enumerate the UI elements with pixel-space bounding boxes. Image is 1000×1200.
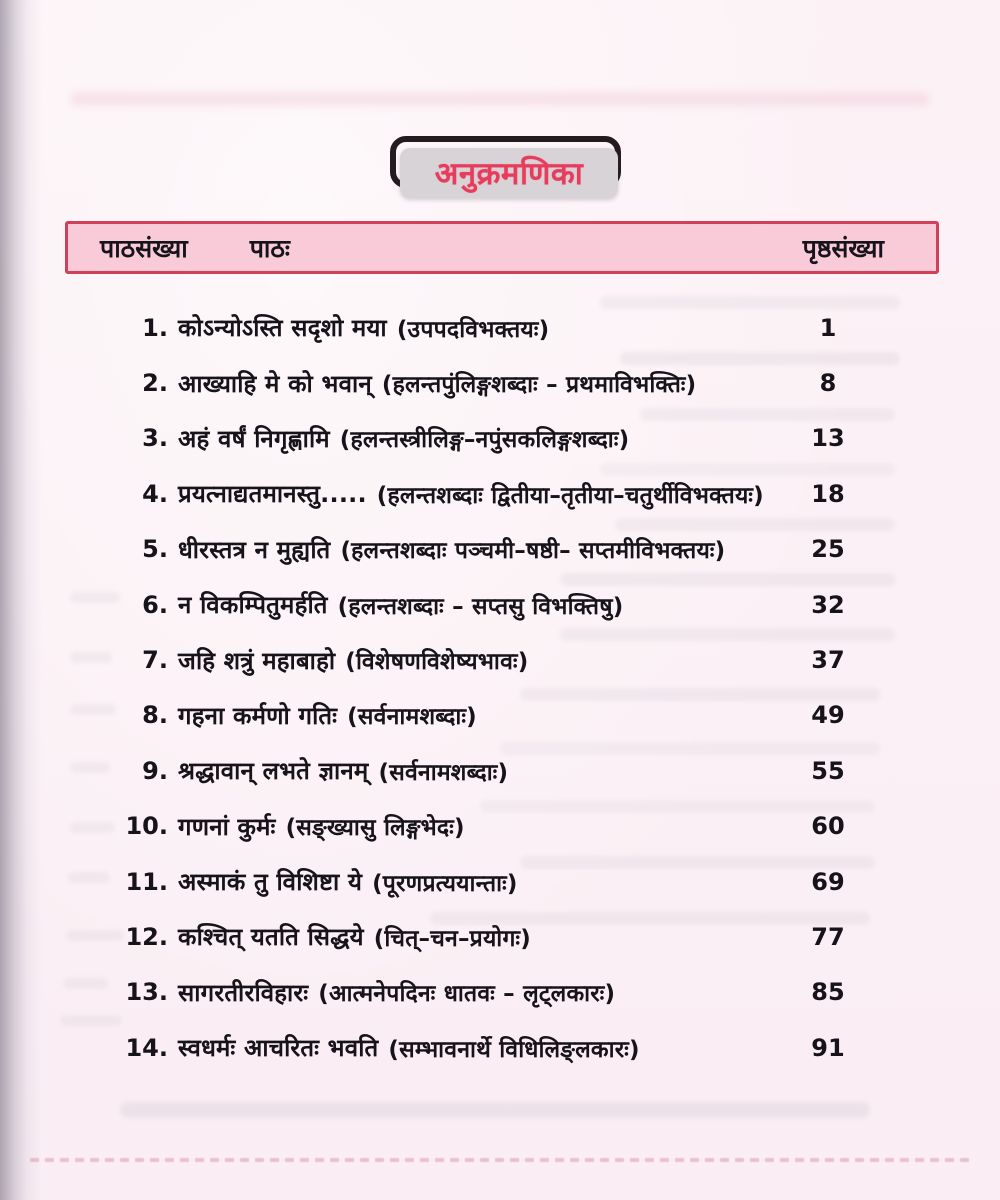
ghost-bleedthrough	[66, 930, 124, 941]
ghost-bleedthrough	[70, 652, 112, 663]
lesson-number: 5.	[142, 535, 168, 564]
lesson-page-number: 77	[811, 922, 845, 951]
lesson-number: 4.	[142, 479, 168, 508]
toc-row	[122, 522, 860, 577]
lesson-page-number: 55	[811, 756, 845, 785]
scan-smear	[70, 92, 930, 106]
lesson-number: 7.	[142, 646, 168, 675]
page-title: अनुक्रमणिका	[434, 156, 584, 192]
lesson-page-number: 25	[811, 535, 845, 564]
lesson-grammar-topic: (पूरणप्रत्ययान्ताः)	[372, 870, 518, 897]
lesson-grammar-topic: (हलन्तशब्दाः द्वितीया–तृतीया–चतुर्थीविभक्तयः)	[376, 482, 764, 509]
lesson-title: कोऽन्योऽस्ति सदृशो मया	[178, 314, 387, 343]
toc-row	[122, 1020, 860, 1075]
toc-row	[122, 300, 860, 355]
ghost-bleedthrough	[60, 1015, 122, 1026]
lesson-grammar-topic: (सर्वनामशब्दाः)	[378, 759, 509, 786]
lesson-number: 8.	[142, 701, 168, 730]
toc-row	[122, 577, 860, 632]
lesson-grammar-topic: (सम्भावनार्थे विधिलिङ्लकारः)	[388, 1036, 640, 1063]
lesson-number: 13.	[125, 978, 168, 1007]
ghost-dotted-line	[30, 1158, 970, 1162]
plaque-background	[400, 148, 618, 198]
lesson-number: 11.	[125, 867, 168, 896]
lesson-grammar-topic: (सर्वनामशब्दाः)	[347, 704, 477, 731]
ghost-bleedthrough	[70, 704, 116, 715]
toc-row	[122, 355, 860, 410]
toc-row	[122, 466, 860, 521]
lesson-grammar-topic: (विशेषणविशेष्यभावः)	[345, 649, 529, 676]
lesson-page-number: 91	[811, 1033, 845, 1062]
toc-list	[122, 300, 860, 1075]
ghost-bleedthrough	[70, 762, 110, 773]
column-header-page-number: पृष्ठसंख्या	[802, 233, 884, 263]
toc-row	[122, 965, 860, 1020]
toc-title-plaque	[400, 148, 618, 198]
lesson-page-number: 85	[811, 978, 845, 1007]
lesson-title: न विकम्पितुमर्हति	[178, 591, 328, 620]
column-header-lesson: पाठः	[249, 233, 290, 263]
lesson-page-number: 1	[819, 313, 837, 342]
lesson-grammar-topic: (हलन्तपुंलिङ्गशब्दाः – प्रथमाविभक्तिः)	[381, 372, 697, 399]
book-spine-shadow	[0, 0, 42, 1200]
lesson-title: स्वधर्मः आचरितः भवति	[178, 1034, 379, 1063]
lesson-page-number: 49	[811, 701, 845, 730]
ghost-bleedthrough	[64, 978, 108, 989]
lesson-grammar-topic: (हलन्तशब्दाः – सप्तसु विभक्तिषु)	[337, 593, 624, 620]
lesson-page-number: 69	[811, 867, 845, 896]
lesson-title: श्रद्धावान् लभते ज्ञानम्	[178, 757, 369, 786]
lesson-title: गहना कर्मणो गतिः	[178, 701, 338, 730]
toc-row	[122, 854, 860, 909]
lesson-page-number: 37	[811, 646, 845, 675]
lesson-number: 9.	[142, 756, 168, 785]
toc-row	[122, 688, 860, 743]
lesson-title: गणनां कुर्मः	[178, 812, 276, 841]
ghost-bleedthrough	[70, 822, 115, 833]
ghost-bleedthrough	[68, 872, 110, 883]
lesson-number: 2.	[142, 369, 168, 398]
lesson-number: 1.	[142, 313, 168, 342]
lesson-title: आख्याहि मे को भवान्	[178, 369, 372, 398]
toc-row	[122, 743, 860, 798]
lesson-title: धीरस्तत्र न मुह्यति	[178, 535, 331, 564]
lesson-page-number: 32	[811, 590, 845, 619]
lesson-number: 6.	[142, 590, 168, 619]
lesson-page-number: 18	[811, 479, 845, 508]
lesson-page-number: 60	[811, 812, 845, 841]
lesson-title: अस्माकं तु विशिष्टा ये	[178, 868, 363, 897]
lesson-grammar-topic: (हलन्तशब्दाः पञ्चमी–षष्ठी– सप्तमीविभक्तयः)	[340, 538, 726, 565]
lesson-page-number: 8	[819, 369, 837, 398]
lesson-grammar-topic: (आत्मनेपदिनः धातवः – लृट्लकारः)	[318, 981, 616, 1008]
lesson-page-number: 13	[811, 424, 845, 453]
lesson-number: 12.	[125, 922, 168, 951]
lesson-title: जहि शत्रुं महाबाहो	[178, 646, 336, 675]
ghost-bleedthrough	[120, 1102, 870, 1118]
lesson-grammar-topic: (चित्–चन–प्रयोगः)	[373, 925, 531, 952]
lesson-grammar-topic: (उपपदविभक्तयः)	[396, 316, 550, 343]
toc-row	[122, 799, 860, 854]
toc-header-bar	[65, 221, 939, 274]
lesson-title: सागरतीरविहारः	[178, 978, 309, 1007]
lesson-title: अहं वर्षं निगृह्णामि	[178, 424, 330, 453]
column-header-lesson-number: पाठसंख्या	[100, 233, 188, 263]
lesson-number: 14.	[125, 1033, 168, 1062]
lesson-grammar-topic: (सङ्ख्यासु लिङ्गभेदः)	[285, 815, 465, 842]
toc-row	[122, 411, 860, 466]
lesson-number: 3.	[142, 424, 168, 453]
lesson-grammar-topic: (हलन्तस्त्रीलिङ्ग–नपुंसकलिङ्गशब्दाः)	[339, 427, 630, 454]
lesson-title: प्रयत्नाद्यतमानस्तु.....	[178, 480, 367, 509]
lesson-title: कश्चित् यतति सिद्धये	[178, 923, 364, 952]
ghost-bleedthrough	[70, 592, 120, 603]
toc-row	[122, 909, 860, 964]
toc-row	[122, 632, 860, 687]
lesson-number: 10.	[125, 812, 168, 841]
